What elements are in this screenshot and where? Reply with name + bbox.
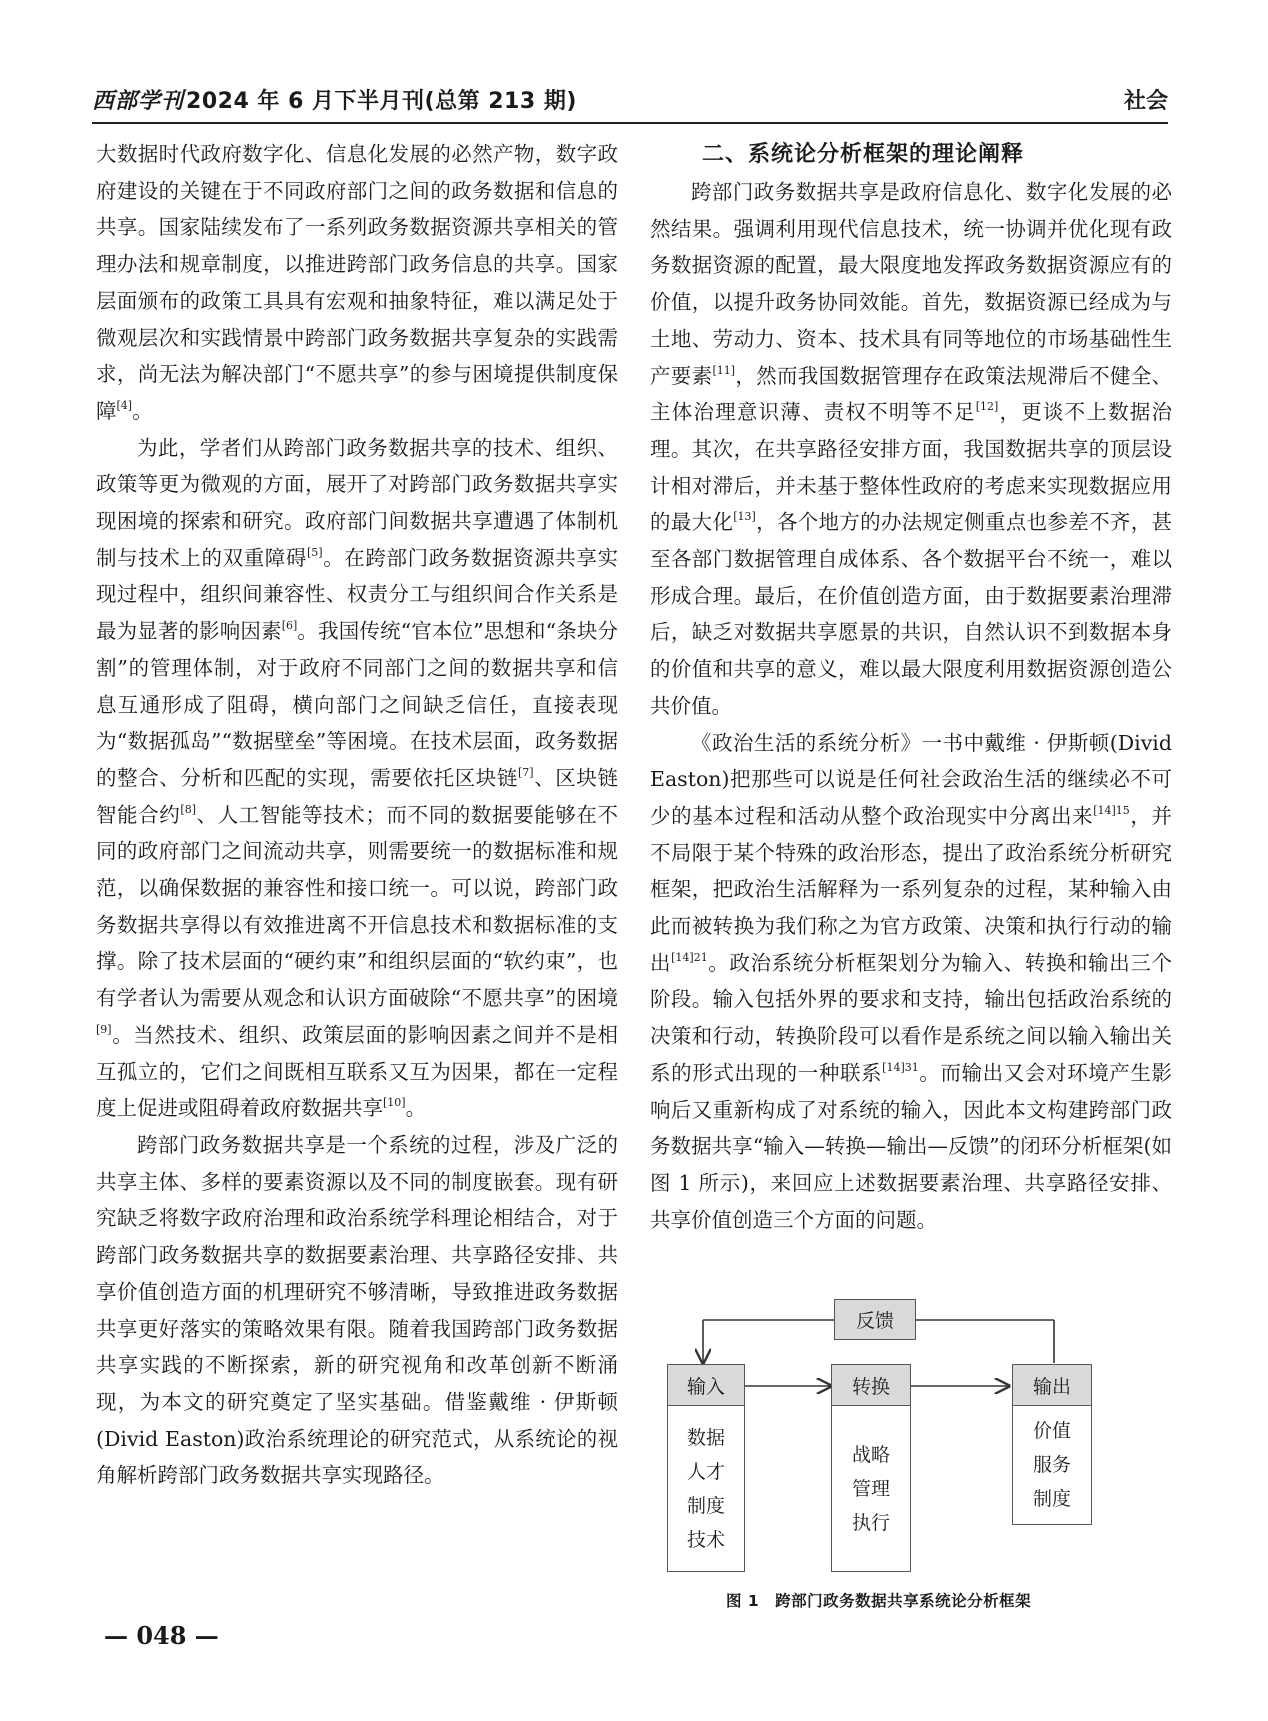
paragraph: 《政治生活的系统分析》一书中戴维 · 伊斯顿(Divid Easton)把那些可以说是任何社会政治生活的继续必不可少的基本过程和活动从整个政治现实中分离出来$^{[14]15}$，并不局限于某个特殊的政治形态，提出了政治系统分析研究框架，把政治生活解释为一系列复杂的过程，某种输入由此而被转换为我们称之为官方政策、决策和执行行动的输出$^{[14]21}$。政治系统分析框架划分为输入、转换和输出三个阶段。输入包括外界的要求和支持，输出包括政治系统的决策和行动，转换阶段可以看作是系统之间以输入输出关系的形式出现的一种联系$^{[14]31}$。而输出又会对环境产生影响后又重新构成了对系统的输入，因此本文构建跨部门政务数据共享“输入—转换—输出—反馈”的闭环分析框架(如图 1 所示)，来回应上述数据要素治理、共享路径安排、共享价值创造三个方面的问题。 xyxy=(650,730,1173,1232)
input-item: 数据 xyxy=(686,1426,725,1449)
transform-header: 转换 xyxy=(831,1364,911,1406)
right-column xyxy=(650,136,1172,1238)
page-number: — 048 — xyxy=(104,1621,219,1650)
header-rule xyxy=(92,122,1168,124)
feedback-box: 反馈 xyxy=(834,1299,916,1340)
output-header: 输出 xyxy=(1012,1364,1092,1406)
input-header: 输入 xyxy=(667,1364,745,1406)
paragraph: 跨部门政务数据共享是一个系统的过程，涉及广泛的共享主体、多样的要素资源以及不同的制度嵌套。现有研究缺乏将数字政府治理和政治系统学科理论相结合，对于跨部门政务数据共享的数据要素治理、共享路径安排、共享价值创造方面的机理研究不够清晰，导致推进政务数据共享更好落实的策略效果有限。随着我国跨部门政务数据共享实践的不断探索，新的研究视角和改革创新不断涌现，为本文的研究奠定了坚实基础。借鉴戴维 · 伊斯顿(Divid Easton)政治系统理论的研究范式，从系统论的视角解析跨部门政务数据共享实现路径。 xyxy=(96,1132,618,1488)
output-item: 服务 xyxy=(1032,1454,1071,1476)
issue-info: 2024 年 6 月下半月刊(总第 213 期) xyxy=(186,89,577,114)
left-column xyxy=(96,136,618,1494)
paragraph: 为此，学者们从跨部门政务数据共享的技术、组织、政策等更为微观的方面，展开了对跨部门政务数据共享实现困境的探索和研究。政府部门间数据共享遭遇了体制机制与技术上的双重障碍[5]。在跨部门政务数据资源共享实现过程中，组织间兼容性、权责分工与组织间合作关系是最为显著的影响因素[6]。我国传统“官本位”思想和“条块分割”的管理体制，对于政府不同部门之间的数据共享和信息互通形成了阻碍，横向部门之间缺乏信任，直接表现为“数据孤岛”“数据壁垒”等困境。在技术层面，政务数据的整合、分析和匹配的实现，需要依托区块链[7]、区块链智能合约[8]、人工智能等技术；而不同的数据要能够在不同的政府部门之间流动共享，则需要统一的数据标准和规范，以确保数据的兼容性和接口统一。可以说，跨部门政务数据共享得以有效推进离不开信息技术和数据标准的支撑。除了技术层面的“硬约束”和组织层面的“软约束”，也有学者认为需要从观念和认识方面破除“不愿共享”的困境[9]。当然技术、组织、政策层面的影响因素之间并不是相互孤立的，它们之间既相互联系又互为因果，都在一定程度上促进或阻碍着政府数据共享[10]。 xyxy=(96,435,619,1121)
transform-item: 执行 xyxy=(851,1511,890,1534)
paragraph: 大数据时代政府数字化、信息化发展的必然产物，数字政府建设的关键在于不同政府部门之间的政务数据和信息的共享。国家陆续发布了一系列政务数据资源共享相关的管理办法和规章制度，以推进跨部门政务信息的共享。国家层面颁布的政策工具具有宏观和抽象特征，难以满足处于微观层次和实践情景中跨部门政务数据共享复杂的实践需求，尚无法为解决部门“不愿共享”的参与困境提供制度保障[4]。 xyxy=(96,142,618,423)
output-item: 制度 xyxy=(1032,1488,1071,1510)
output-item: 价值 xyxy=(1032,1420,1071,1442)
section-tag: 社会 xyxy=(1123,89,1168,114)
paragraph: 跨部门政务数据共享是政府信息化、数字化发展的必然结果。强调利用现代信息技术，统一协调并优化现有政务数据资源的配置，最大限度地发挥政务数据资源应有的价值，以提升政务协同效能。首先，数据资源已经成为与土地、劳动力、资本、技术具有同等地位的市场基础性生产要素[11]，然而我国数据管理存在政策法规滞后不健全、主体治理意识薄、责权不明等不足[12]，更谈不上数据治理。其次，在共享路径安排方面，我国数据共享的顶层设计相对滞后，并未基于整体性政府的考虑来实现数据应用的最大化[13]，各个地方的办法规定侧重点也参差不齐，甚至各部门数据管理自成体系、各个数据平台不统一，难以形成合理。最后，在价值创造方面，由于数据要素治理滞后，缺乏对数据共享愿景的共识，自然认识不到数据本身的价值和共享的意义，难以最大限度利用数据资源创造公共价值。 xyxy=(650,180,1173,718)
section-heading: 二、系统论分析框架的理论阐释 xyxy=(702,142,1025,167)
transform-item: 管理 xyxy=(851,1477,890,1500)
input-item: 人才 xyxy=(686,1460,725,1483)
input-item: 制度 xyxy=(686,1494,725,1517)
output-body xyxy=(1012,1405,1092,1525)
diagram-connectors xyxy=(667,1283,1187,1575)
framework-diagram xyxy=(667,1283,1187,1575)
transform-item: 战略 xyxy=(851,1443,890,1466)
journal-logo: 西部学刊 xyxy=(92,88,185,114)
input-body xyxy=(667,1405,745,1572)
transform-body xyxy=(831,1405,911,1572)
input-item: 技术 xyxy=(686,1528,725,1551)
masthead xyxy=(92,84,577,115)
figure-caption: 图 1 跨部门政务数据共享系统论分析框架 xyxy=(726,1592,1032,1610)
